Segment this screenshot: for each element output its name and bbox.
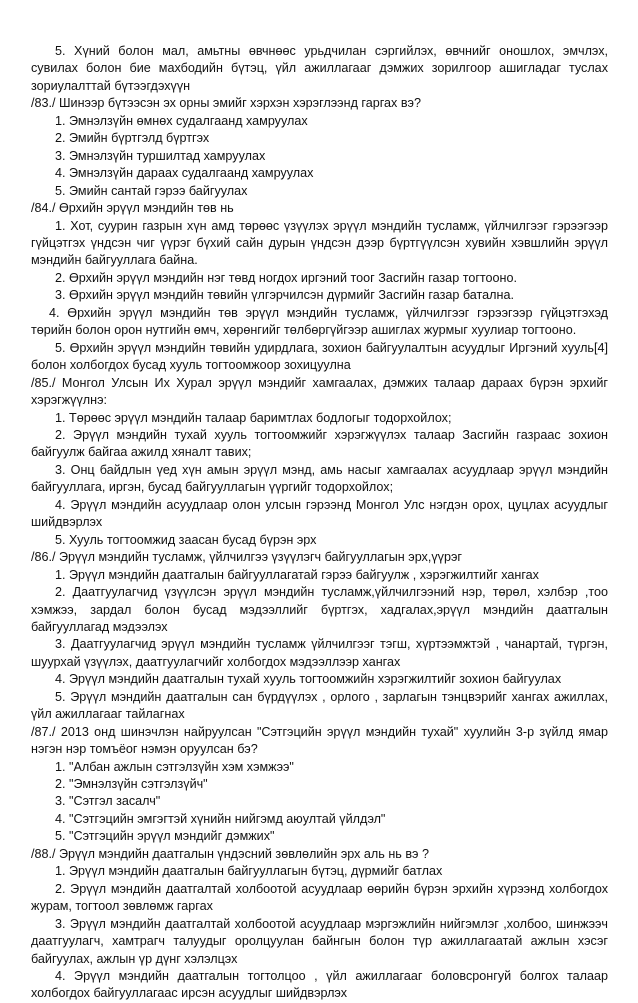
answer-paragraph: 1. Эрүүл мэндийн даатгалын байгууллагын бүтэц, дүрмийг батлах: [55, 864, 443, 879]
question-paragraph: /85./ Монгол Улсын Их Хурал эрүүл мэндийг хамгаалах, дэмжих талаар дараах бүрэн эрхийг хэрэгжүүлнэ:: [31, 375, 608, 408]
answer-paragraph: 2. Эрүүл мэндийн даатгалтай холбоотой асуудлаар өөрийн бүрэн эрхийн хүрээнд холбогдох журам, тогтоол зөвлөмж гаргах: [31, 881, 608, 914]
answer-paragraph: 3. Эмнэлзүйн туршилтад хамруулах: [55, 148, 266, 163]
answer-paragraph: 2. Өрхийн эрүүл мэндийн нэг төвд ногдох иргэний тоог Засгийн газар тогтооно.: [55, 270, 518, 285]
question-paragraph: /86./ Эрүүл мэндийн тусламж, үйлчилгээ үзүүлэгч байгууллагын эрх,үүрэг: [31, 550, 462, 565]
question-paragraph: /88./ Эрүүл мэндийн даатгалын үндэсний зөвлөлийн эрх аль нь вэ ?: [31, 846, 429, 861]
question-paragraph: /83./ Шинээр бүтээсэн эх орны эмийг хэрхэн хэрэглээнд гаргах вэ?: [31, 96, 421, 111]
answer-paragraph: 1. Төрөөс эрүүл мэндийн талаар баримтлах бодлогыг тодорхойлох;: [55, 410, 452, 425]
answer-paragraph: 4. Эрүүл мэндийн асуудлаар олон улсын гэрээнд Монгол Улс нэгдэн орох, цуцлах асуудлыг шийдвэрлэх: [31, 497, 608, 530]
answer-paragraph: 3. Онц байдлын үед хүн амын эрүүл мэнд, амь насыг хамгаалах асуудлаар эрүүл мэндийн байгууллага, иргэн, бусад байгууллагын үүргийг тодорхойлох;: [31, 462, 608, 495]
answer-paragraph: 1. Хот, суурин газрын хүн амд төрөөс үзүүлэх эрүүл мэндийн тусламж, үйлчилгээг гэрээгээр гүйцэтгэх үндсэн чиг үүрэг бүхий сайн дурын үндсэн дээр бүртгүүлсэн хувийн хэвшлийн эрүүл мэндийн байгууллага байна.: [31, 218, 608, 268]
answer-paragraph: 3. Даатгуулагчид эрүүл мэндийн тусламж үйлчилгээг тэгш, хүртээмжтэй , чанартай, түргэн, шуурхай үзүүлэх, даатгуулагчийг холбогдох мэдээллээр хангах: [31, 637, 608, 669]
answer-paragraph: 1. Эрүүл мэндийн даатгалын байгууллагатай гэрээ байгуулж , хэрэгжилтийг хангах: [55, 567, 539, 582]
answer-paragraph: 1. "Албан ажлын сэтгэлзүйн хэм хэмжээ": [55, 759, 294, 774]
answer-paragraph: 3. Өрхийн эрүүл мэндийн төвийн үлгэрчилсэн дүрмийг Засгийн газар батална.: [55, 288, 514, 303]
answer-paragraph: 4. Өрхийн эрүүл мэндийн төв эрүүл мэндийн тусламж, үйлчилгээг гэрээгээр гүйцэтгэхэд төрийн болон орон нутгийн өмч, хөрөнгийг төлбөргүйгээр ашиглах журмыг хуулиар тогтооно.: [31, 305, 608, 338]
answer-paragraph: 4. Эмнэлзүйн дараах судалгаанд хамруулах: [55, 166, 314, 181]
answer-paragraph: 2. Эрүүл мэндийн тухай хууль тогтоомжийг хэрэгжүүлэх талаар Засгийн газраас зохион байгуулж байгаа ажилд хяналт тавих;: [31, 427, 608, 460]
answer-paragraph: 2. "Эмнэлзүйн сэтгэлзүйч": [55, 777, 208, 792]
answer-paragraph: 2. Эмийн бүртгэлд бүртгэх: [55, 131, 210, 146]
question-paragraph: /87./ 2013 онд шинэчлэн найруулсан "Сэтгэцийн эрүүл мэндийн тухай" хуулийн 3-р зүйлд ямар нэгэн нэр томъёог нэмэн оруулсан бэ?: [31, 724, 608, 757]
answer-paragraph: 5. Өрхийн эрүүл мэндийн төвийн удирдлага, зохион байгуулалтын асуудлыг Иргэний хууль[4] болон холбогдох бусад хууль тогтоомжоор зохицуулна: [31, 340, 608, 373]
answer-paragraph: 4. Эрүүл мэндийн даатгалын тухай хууль тогтоомжийн хэрэгжилтийг зохион байгуулах: [55, 672, 562, 687]
answer-paragraph: 5. Хууль тогтоомжид заасан бусад бүрэн эрх: [55, 532, 317, 547]
answer-paragraph: 5. "Сэтгэцийн эрүүл мэндийг дэмжих": [55, 829, 275, 844]
answer-paragraph: 3. "Сэтгэл засалч": [55, 794, 161, 809]
answer-paragraph: 5. Эрүүл мэндийн даатгалын сан бүрдүүлэх , орлого , зарлагын тэнцвэрийг хангах ажиллах, үйл ажиллагааг тайлагнах: [31, 689, 608, 722]
answer-paragraph: 3. Эрүүл мэндийн даатгалтай холбоотой асуудлаар мэргэжлийн нийгэмлэг ,холбоо, шинжээч даатгуулагч, хамтрагч талуудыг оролцуулан байнгын болон түр ажиллагаатай ажлын хэсэг байгуулах, ажлын үр дүнг хэлэлцэх: [31, 916, 608, 966]
answer-paragraph: 1. Эмнэлзүйн өмнөх судалгаанд хамруулах: [55, 113, 308, 128]
answer-paragraph: 5. Эмийн сантай гэрээ байгуулах: [55, 183, 248, 198]
question-paragraph: /84./ Өрхийн эрүүл мэндийн төв нь: [31, 201, 234, 216]
answer-paragraph: 5. Хүний болон мал, амьтны өвчнөөс урьдчилан сэргийлэх, өвчнийг оношлох, эмчлэх, сувилах болон бие махбодийн бүтэц, үйл ажиллагааг дэмжих зорилгоор ашигладаг туслах зориулалттай бүтээгдэхүүн: [31, 44, 608, 93]
answer-paragraph: 4. "Сэтгэцийн эмгэгтэй хүнийн нийгэмд аюултай үйлдэл": [55, 811, 386, 826]
answer-paragraph: 2. Даатгуулагчид үзүүлсэн эрүүл мэндийн тусламж,үйлчилгээний нэр, төрөл, хэлбэр ,тоо хэмжээ, зардал болон бусад мэдээллийг бүртгэх, хадгалах,эрүүл мэндийн даатгалын байгууллагад мэдээлэх: [31, 585, 608, 634]
answer-paragraph: 4. Эрүүл мэндийн даатгалын тогтолцоо , үйл ажиллагааг боловсронгуй болгох талаар холбогдох байгууллагаас ирсэн асуудлыг шийдвэрлэх: [31, 969, 608, 1001]
